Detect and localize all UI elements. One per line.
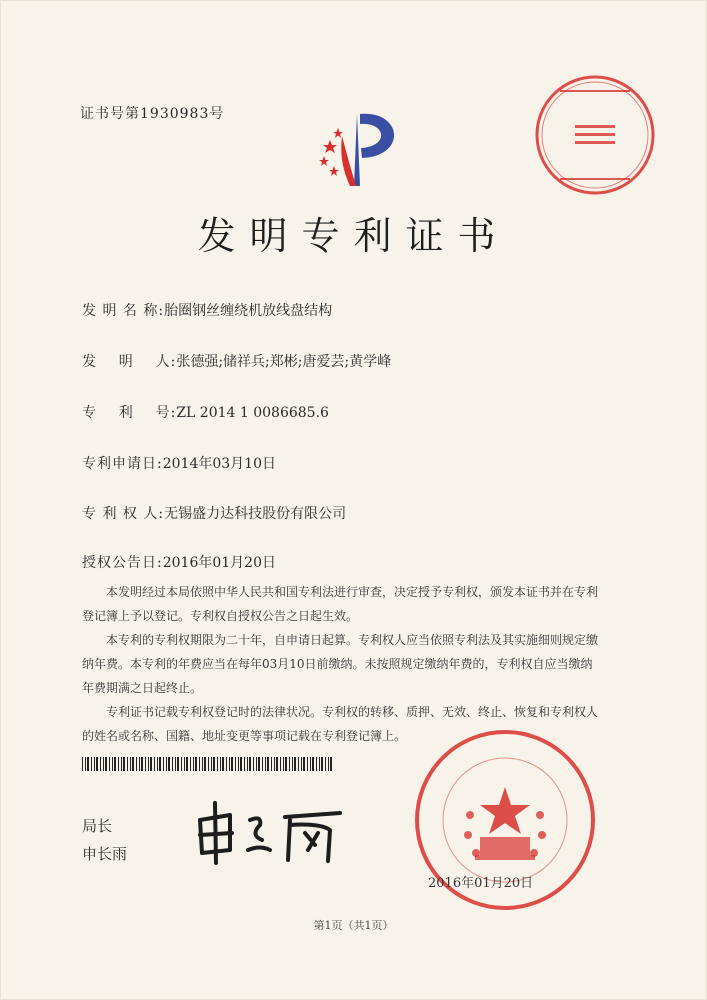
- director-signature-icon: [190, 795, 350, 865]
- filing-date-field: [82, 453, 276, 473]
- body-paragraph-3: 专利证书记载专利权登记时的法律状况。专利权的转移、质押、无效、终止、恢复和专利权人的姓名或名称、国籍、地址变更等事项记载在专利登记簿上。: [82, 705, 599, 743]
- patent-number-label: 专 利 号:: [82, 405, 177, 421]
- certificate-title: 发明专利证书: [197, 214, 510, 258]
- grant-date-label: 授权公告日:: [82, 555, 163, 571]
- seal-date: 2016年01月20日: [428, 876, 534, 891]
- filing-date-value: 2014年03月10日: [162, 456, 276, 472]
- patent-number-field: [82, 402, 329, 422]
- director-name: 申长雨: [82, 845, 128, 863]
- certificate-number: 证书号第1930983号: [80, 106, 225, 122]
- body-paragraph-2: 本专利的专利权期限为二十年，自申请日起算。专利权人应当依照专利法及其实施细则规定缴纳年费。本专利的年费应当在每年03月10日前缴纳。未按照规定缴纳年费的，专利权自应当缴纳年费期满之日起终止。: [82, 633, 599, 695]
- filing-date-label: 专利申请日:: [82, 456, 163, 472]
- patentee-label: 专 利 权 人:: [82, 506, 165, 522]
- grant-date-field: [82, 552, 276, 572]
- invention-name-field: [82, 300, 332, 320]
- inventors-field: [82, 351, 391, 371]
- certificate-body: [82, 580, 602, 748]
- patent-office-logo-icon: [312, 96, 412, 196]
- tax-stamp-icon: [530, 70, 660, 200]
- inventors-label: 发 明 人:: [82, 354, 177, 370]
- invention-name-label: 发 明 名 称:: [82, 303, 165, 319]
- inventors-value: 张德强;储祥兵;郑彬;唐爱芸;黄学峰: [176, 354, 392, 370]
- director-title: 局长: [82, 817, 113, 835]
- page-number: 第1页（共1页）: [313, 919, 394, 932]
- body-paragraph-1: 本发明经过本局依照中华人民共和国专利法进行审查，决定授予专利权，颁发本证书并在专利登记簿上予以登记。专利权自授权公告之日起生效。: [82, 585, 599, 623]
- patent-number-value: ZL 2014 1 0086685.6: [176, 405, 329, 421]
- grant-date-value: 2016年01月20日: [162, 555, 276, 571]
- patentee-field: [82, 503, 346, 523]
- invention-name-value: 胎圈钢丝缠绕机放线盘结构: [164, 303, 333, 319]
- barcode: [82, 757, 332, 771]
- patentee-value: 无锡盛力达科技股份有限公司: [164, 506, 347, 522]
